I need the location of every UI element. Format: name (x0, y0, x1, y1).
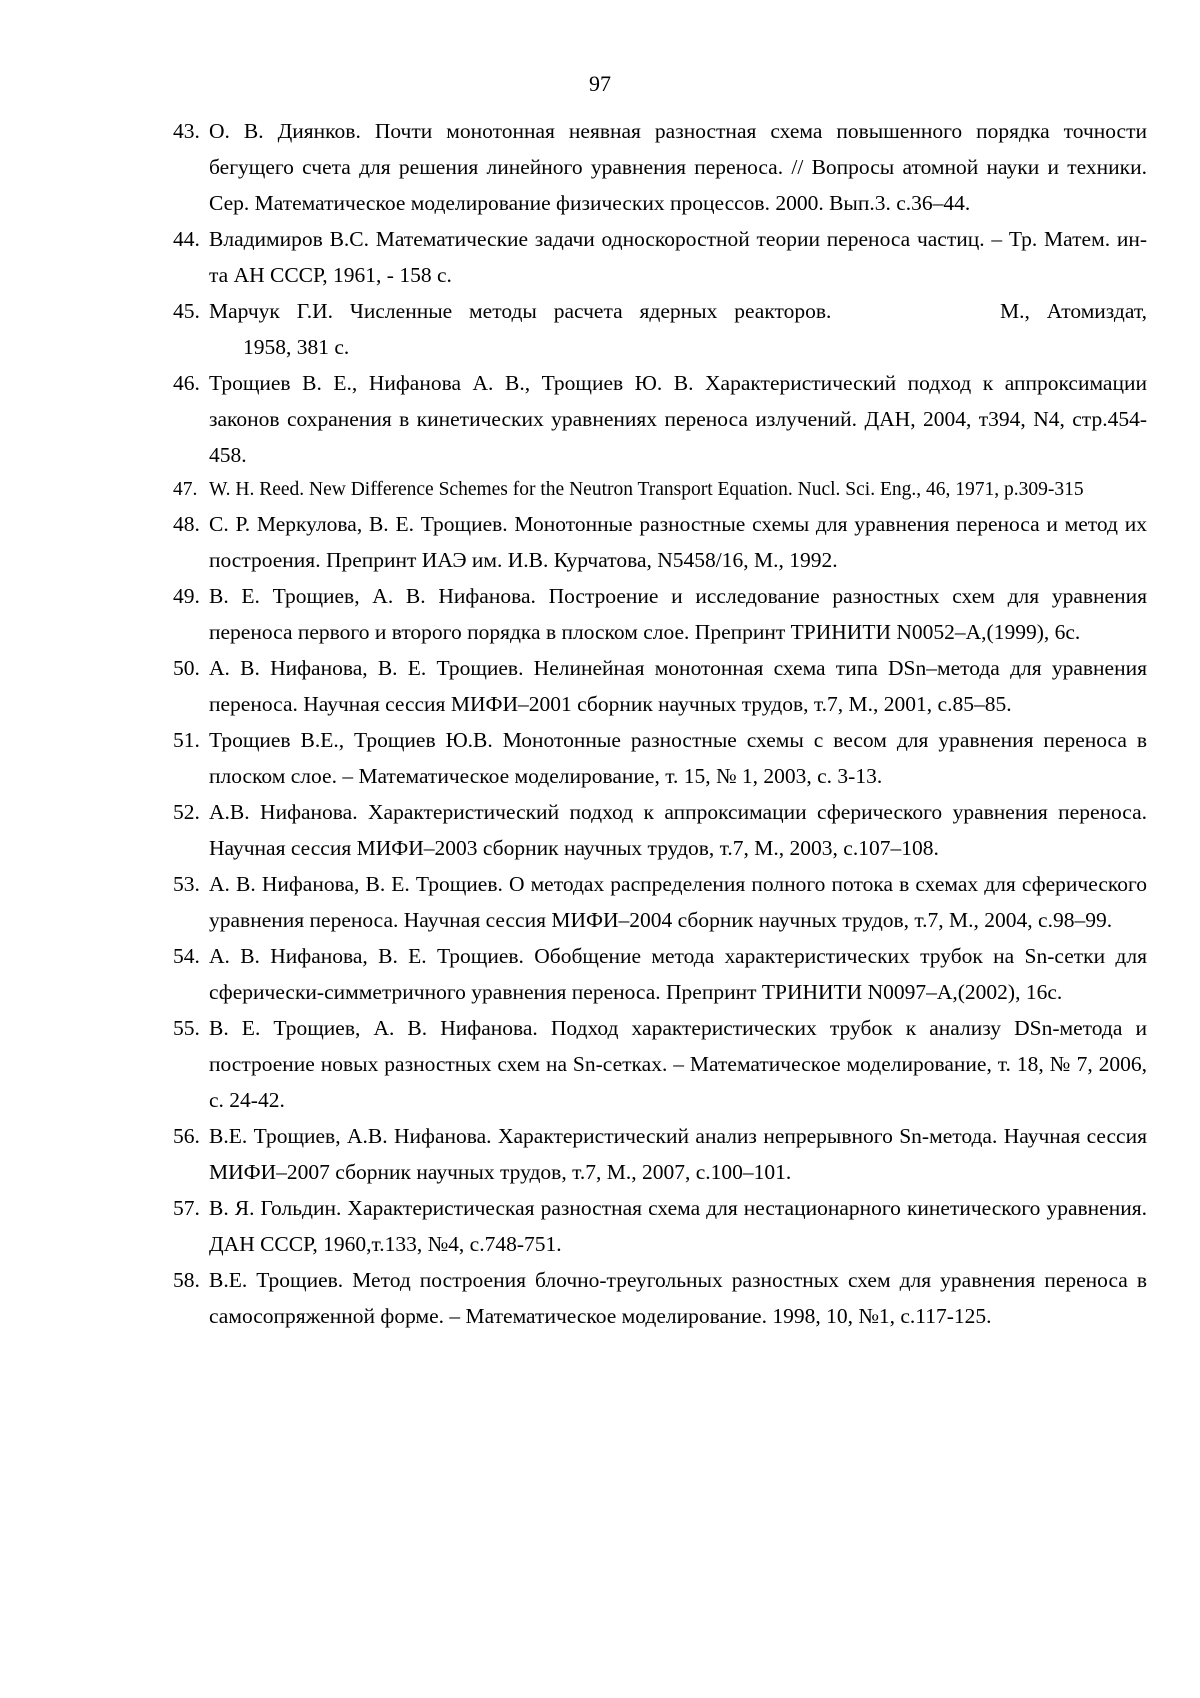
reference-number: 49. (173, 584, 200, 608)
reference-text: В.Е. Трощиев, А.В. Нифанова. Характеристический анализ непрерывного Sn-метода. Научная сессия МИФИ–2007 сборник научных трудов, т.7, М., 2007, с.100–101. (209, 1124, 1147, 1184)
reference-text: А.В. Нифанова. Характеристический подход к аппроксимации сферического уравнения переноса. Научная сессия МИФИ–2003 сборник научных трудов, т.7, М., 2003, с.107–108. (209, 800, 1147, 860)
reference-text: Трощиев В.Е., Трощиев Ю.В. Монотонные разностные схемы с весом для уравнения переноса в плоском слое. – Математическое моделирование, т. 15, № 1, 2003, с. 3-13. (209, 728, 1147, 788)
reference-item (173, 578, 1147, 650)
reference-text: В. Е. Трощиев, А. В. Нифанова. Построение и исследование разностных схем для уравнения переноса первого и второго порядка в плоском слое. Препринт ТРИНИТИ N0052–А,(1999), 6с. (209, 584, 1147, 644)
reference-item (173, 113, 1147, 221)
reference-text: В. Я. Гольдин. Характеристическая разностная схема для нестационарного кинетического уравнения. ДАН СССР, 1960,т.133, №4, с.748-751. (209, 1196, 1147, 1256)
reference-text: А. В. Нифанова, В. Е. Трощиев. Нелинейная монотонная схема типа DSn–метода для уравнения переноса. Научная сессия МИФИ–2001 сборник научных трудов, т.7, М., 2001, с.85–85. (209, 656, 1147, 716)
reference-item (173, 473, 1147, 506)
reference-number: 52. (173, 800, 200, 824)
reference-number: 55. (173, 1016, 200, 1040)
reference-number: 56. (173, 1124, 200, 1148)
reference-item (173, 221, 1147, 293)
reference-item (173, 365, 1147, 473)
reference-item (173, 293, 1147, 365)
reference-text-continuation: 1958, 381 с. (243, 335, 350, 359)
reference-item (173, 1118, 1147, 1190)
reference-list (173, 113, 1147, 1334)
reference-item (173, 722, 1147, 794)
reference-text: Марчук Г.И. Численные методы расчета ядерных реакторов. М., Атомиздат, (209, 299, 1147, 323)
reference-number: 45. (173, 299, 200, 323)
reference-text: О. В. Диянков. Почти монотонная неявная разностная схема повышенного порядка точности бегущего счета для решения линейного уравнения переноса. // Вопросы атомной науки и техники. Сер. Математическое моделирование физических процессов. 2000. Вып.3. с.36–44. (209, 119, 1147, 215)
reference-text: С. Р. Меркулова, В. Е. Трощиев. Монотонные разностные схемы для уравнения переноса и метод их построения. Препринт ИАЭ им. И.В. Курчатова, N5458/16, М., 1992. (209, 512, 1147, 572)
reference-text: Трощиев В. Е., Нифанова А. В., Трощиев Ю. В. Характеристический подход к аппроксимации законов сохранения в кинетических уравнениях переноса излучений. ДАН, 2004, т394, N4, стр.454-458. (209, 371, 1147, 467)
reference-text: W. H. Reed. New Difference Schemes for the Neutron Transport Equation. Nucl. Sci. Eng., 46, 1971, p.309-315 (209, 479, 1084, 500)
reference-item (173, 506, 1147, 578)
reference-number: 57. (173, 1196, 200, 1220)
reference-number: 43. (173, 119, 200, 143)
page-number: 97 (589, 71, 611, 96)
reference-item (173, 1262, 1147, 1334)
reference-text: А. В. Нифанова, В. Е. Трощиев. О методах распределения полного потока в схемах для сферического уравнения переноса. Научная сессия МИФИ–2004 сборник научных трудов, т.7, М., 2004, с.98–99. (209, 872, 1147, 932)
reference-number: 44. (173, 227, 200, 251)
reference-item (173, 866, 1147, 938)
reference-number: 54. (173, 944, 200, 968)
reference-text: В.Е. Трощиев. Метод построения блочно-треугольных разностных схем для уравнения переноса в самосопряженной форме. – Математическое моделирование. 1998, 10, №1, с.117-125. (209, 1268, 1147, 1328)
reference-number: 50. (173, 656, 200, 680)
reference-number: 53. (173, 872, 200, 896)
reference-item (173, 794, 1147, 866)
reference-number: 47. (173, 479, 198, 500)
reference-number: 51. (173, 728, 200, 752)
reference-item (173, 1190, 1147, 1262)
reference-item (173, 938, 1147, 1010)
reference-text: А. В. Нифанова, В. Е. Трощиев. Обобщение метода характеристических трубок на Sn-сетки для сферически-симметричного уравнения переноса. Препринт ТРИНИТИ N0097–А,(2002), 16с. (209, 944, 1147, 1004)
reference-text: В. Е. Трощиев, А. В. Нифанова. Подход характеристических трубок к анализу DSn-метода и построение новых разностных схем на Sn-сетках. – Математическое моделирование, т. 18, № 7, 2006, с. 24-42. (209, 1016, 1147, 1112)
reference-number: 46. (173, 371, 200, 395)
reference-number: 58. (173, 1268, 200, 1292)
reference-text: Владимиров В.С. Математические задачи односкоростной теории переноса частиц. – Тр. Матем. ин-та АН СССР, 1961, - 158 с. (209, 227, 1147, 287)
reference-number: 48. (173, 512, 200, 536)
reference-item (173, 1010, 1147, 1118)
reference-item (173, 650, 1147, 722)
